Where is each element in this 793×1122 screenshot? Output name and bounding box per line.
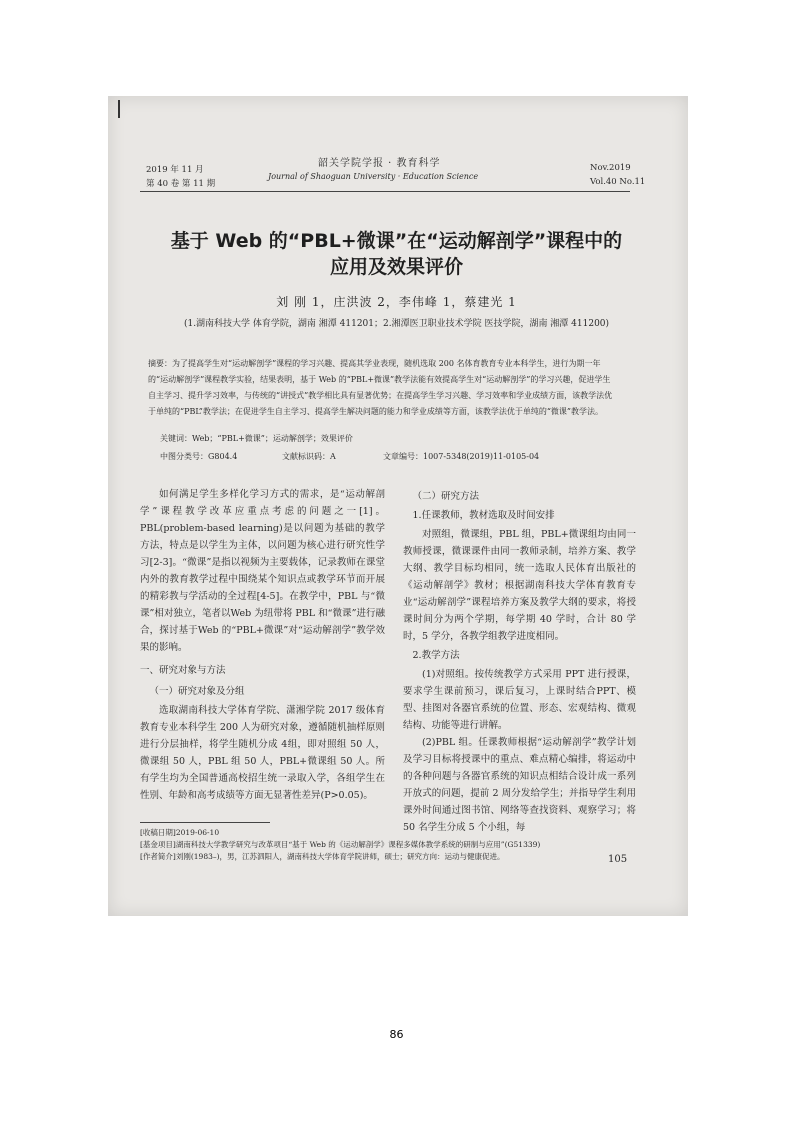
- intro-paragraph: 如何满足学生多样化学习方式的需求，是“运动解剖学”课程教学改革应重点考虑的问题之一[1]。PBL(problem-based learning)是以问题为基础的教学方法，特点是以学生为主体，以问题为核心进行研究性学习[2-3]。“微课”是指以视频为主要载体，记录教师在课堂内外的教育教学过程中围绕某个知识点或教学环节而开展的精彩教与学活动的全过程[4-5]。在教学中，PBL 与“微课”相对独立，笔者以Web 为纽带将 PBL 和“微课”进行融合，探讨基于Web 的“PBL+微课”对“运动解剖学”教学效果的影响。: [140, 489, 385, 653]
- item-1-paragraph: 对照组，微课组，PBL 组，PBL+微课组均由同一教师授课，微课课件由同一教师录制，培养方案、教学大纲、教学目标均相同，统一选取人民体育出版社的《运动解剖学》教材；根据湖南科技大学体育教育专业“运动解剖学”课程培养方案及教学大纲的要求，将授课时间分为两个学期，每学期 40 学时，合计 80 学时，5 学分，各教学组教学进度相同。: [403, 529, 636, 642]
- item-heading-2: 2.教学方法: [412, 650, 460, 661]
- item-heading-1: 1.任课教师，教材选取及时间安排: [412, 510, 555, 521]
- header-journal-cn: 韶关学院学报 · 教育科学: [318, 158, 441, 169]
- subsection-heading-2: （二）研究方法: [412, 491, 480, 502]
- header-volume-en: Vol.40 No.11: [590, 177, 646, 187]
- header-rule: [140, 191, 630, 192]
- right-column: [403, 486, 636, 836]
- keywords: 关键词：Web；“PBL+微课”；运动解剖学；效果评价: [160, 434, 353, 443]
- left-column: [140, 486, 385, 804]
- affiliation: (1.湖南科技大学 体育学院，湖南 湘潭 411201；2.湘潭医卫职业技术学院 医技学院，湖南 湘潭 411200): [183, 319, 610, 329]
- journal-page-number: 105: [608, 854, 628, 865]
- item-2-paragraph-1: (1)对照组。按传统教学方式采用 PPT 进行授课，要求学生课前预习，课后复习，上课时结合PPT、模型、挂图对各器官系统的位置、形态、宏观结构、微观结构、功能等进行讲解。: [403, 669, 636, 731]
- header-volume-cn: 第 40 卷 第 11 期: [146, 179, 216, 189]
- footnote-author: [作者简介]刘刚(1983–)，男，江苏泗阳人，湖南科技大学体育学院讲师，硕士；研究方向：运动与健康促进。: [140, 852, 505, 861]
- footnote-received: [收稿日期]2019-06-10: [140, 828, 220, 837]
- authors: 刘 刚 1，庄洪波 2，李伟峰 1，蔡建光 1: [276, 295, 517, 309]
- header-date-en: Nov.2019: [590, 163, 631, 173]
- subsection-heading-1: （一）研究对象及分组: [149, 686, 245, 697]
- article-number: 文章编号：1007-5348(2019)11-0105-04: [383, 452, 540, 461]
- item-2-paragraph-2: (2)PBL 组。任课教师根据“运动解剖学”教学计划及学习目标将授课中的重点、难点精心编排，将运动中的各种问题与各器官系统的知识点相结合设计成一系列开放式的问题，提前 2 周分发给学生；并指导学生利用课外时间通过图书馆、网络等查找资料、观察学习；将 50 名学生分成 5 个小组，每: [403, 737, 636, 833]
- section-heading-1: 一、研究对象与方法: [140, 665, 226, 676]
- document-code: 文献标识码：A: [282, 452, 336, 461]
- header-date-cn: 2019 年 11 月: [146, 165, 204, 175]
- abstract: 摘要：为了提高学生对“运动解剖学”课程的学习兴趣、提高其学业表现，随机选取 200 名体育教育专业本科学生，进行为期一年的“运动解剖学”课程教学实验，结果表明，基于 Web 的“PBL+微课”教学法能有效提高学生对“运动解剖学”的学习兴趣，促进学生自主学习、提升学习效率，与传统的“讲授式”教学相比具有显著优势；在提高学生学习兴趣、学习效率和学业成绩方面，该教学法优于单纯的“PBL”教学法；在促进学生自主学习、提高学生解决问题的能力和学业成绩等方面，该教学法优于单纯的“微课”教学法。: [148, 359, 613, 416]
- paper-title-line2: 应用及效果评价: [329, 256, 463, 278]
- page-number: 86: [389, 1028, 404, 1041]
- paper-title-line1: 基于 Web 的“PBL+微课”在“运动解剖学”课程中的: [170, 230, 623, 252]
- footnote-fund: [基金项目]湖南科技大学教学研究与改革项目“基于 Web 的《运动解剖学》课程多媒体教学系统的研制与应用”(G51339): [140, 840, 541, 849]
- clc-number: 中图分类号：G804.4: [160, 452, 238, 461]
- scan-mark: [118, 100, 120, 118]
- subsection-1-paragraph: 选取湖南科技大学体育学院、潇湘学院 2017 级体育教育专业本科学生 200 人为研究对象，遵循随机抽样原则进行分层抽样，将学生随机分成 4组，即对照组 50 人，微课组 50 人，PBL 组 50 人，PBL+微课组 50 人。所有学生均为全国普通高校招生统一录取入学，各组学生在性别、年龄和高考成绩等方面无显著性差异(P>0.05)。: [140, 705, 385, 801]
- footnote-rule: [140, 822, 270, 823]
- header-journal-en: Journal of Shaoguan University · Education Science: [268, 172, 479, 181]
